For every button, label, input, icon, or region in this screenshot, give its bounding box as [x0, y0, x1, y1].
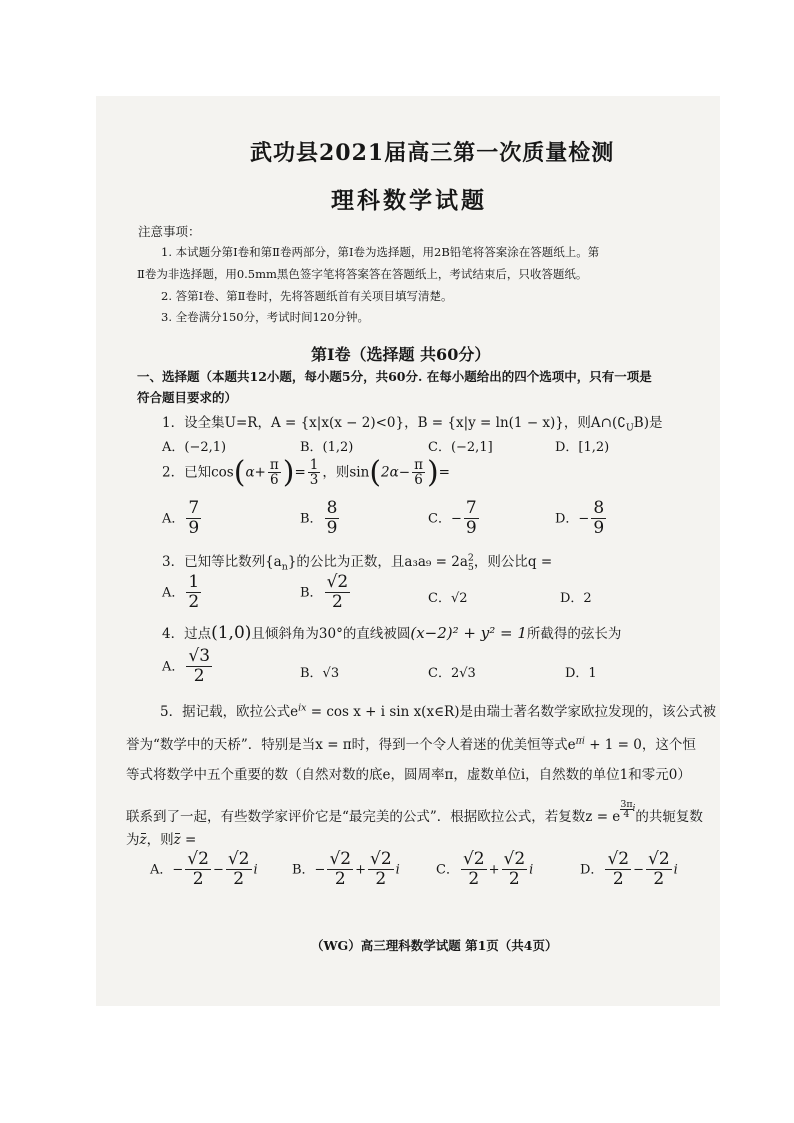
note-2: 2. 答第Ⅰ卷、第Ⅱ卷时，先将答题纸首有关项目填写清楚。	[161, 289, 453, 303]
note-1b: Ⅱ卷为非选择题，用0.5mm黑色签字笔将答案答在答题纸上，考试结束后，只收答题纸。	[137, 267, 588, 281]
exam-title: 武功县2021届高三第一次质量检测	[250, 140, 615, 166]
q1-option-a: A．(−2,1)	[162, 440, 227, 455]
part-one-heading: 第Ⅰ卷（选择题 共60分）	[311, 345, 491, 364]
question-4-stem: 4．过点(1,0)且倾斜角为30°的直线被圆(x−2)² + y² = 1所截得的弦长为	[162, 623, 622, 643]
q2-option-d: D．− $\frac{8}{9}$	[555, 498, 605, 538]
q5-option-a: A．− $\frac{√2}{2}$ − $\frac{√2}{2}$ i	[150, 849, 258, 889]
exam-subtitle: 理科数学试题	[331, 187, 487, 214]
q3-option-a: A． $\frac{1}{2}$	[162, 572, 200, 612]
question-5-line-3: 等式将数学中五个重要的数（自然对数的底e，圆周率π，虚数单位i，自然数的单位1和零元0）	[126, 767, 691, 783]
notes-heading: 注意事项：	[138, 224, 201, 239]
question-5-line-1: 5．据记载，欧拉公式$e^{ix} = \cos x + i$ sin x(x∈R)是由瑞士著名数学家欧拉发现的，该公式被	[160, 702, 716, 720]
q1-option-b: B．(1,2)	[300, 440, 354, 455]
q1-option-c: C．(−2,1]	[428, 440, 493, 455]
q3-option-b: B． $\frac{√2}{2}$	[300, 572, 349, 612]
question-5-line-2: 誉为“数学中的天桥”．特别是当x = π时，得到一个令人着迷的优美恒等式$e^{\pi i} + 1 = 0$，这个恒	[126, 735, 696, 753]
q2-option-a: A． $\frac{7}{9}$	[162, 498, 200, 538]
q4-option-d: D．1	[565, 666, 597, 681]
q4-option-b: B．√3	[300, 666, 340, 681]
note-1a: 1. 本试题分第Ⅰ卷和第Ⅱ卷两部分，第Ⅰ卷为选择题，用2B铅笔将答案涂在答题纸上。第	[161, 245, 600, 259]
q5-option-b: B．− $\frac{√2}{2}$ + $\frac{√2}{2}$ i	[292, 849, 400, 889]
note-3: 3. 全卷满分150分，考试时间120分钟。	[161, 310, 370, 324]
question-2-stem: 2．已知cos(α+ $\frac{\pi}{6}$ )= $\frac{1}{3}$ ，则sin(2α− $\frac{\pi}{6}$ )=	[162, 455, 450, 490]
question-5-line-4: 联系到了一起，有些数学家评价它是“最完美的公式”．根据欧拉公式，若复数z = e $\frac{3\pi}{4}$ $^i$的共轭复数	[126, 799, 703, 825]
question-3-stem: 3．已知等比数列$\{a_n\}$的公比为正数，且$a_3a_9 = 2a^2_5$，则公比q =	[162, 552, 553, 573]
q3-option-d: D．2	[560, 591, 592, 606]
question-1-stem: 1．设全集U=R，A = {x|x(x − 2)<0}，B = {x|y = ln(1 − x)}，则$A\cap(∁_UB)$是	[162, 415, 663, 434]
q3-option-c: C．√2	[428, 591, 468, 606]
page-footer: （WG）高三理科数学试题 第1页（共4页）	[311, 938, 558, 953]
q2-option-c: C．− $\frac{7}{9}$	[428, 498, 477, 538]
q4-option-c: C．2√3	[428, 666, 476, 681]
q5-option-d: D． $\frac{√2}{2}$ − $\frac{√2}{2}$ i	[580, 849, 678, 889]
section-heading-1: 一、选择题（本题共12小题，每小题5分，共60分. 在每小题给出的四个选项中，只有一项是	[137, 369, 652, 384]
section-heading-2: 符合题目要求的）	[137, 390, 238, 405]
q5-option-c: C． $\frac{√2}{2}$ + $\frac{√2}{2}$ i	[436, 849, 534, 889]
q4-option-a: A． $\frac{√3}{2}$	[162, 646, 211, 686]
q1-option-d: D．[1,2)	[555, 440, 610, 455]
question-5-line-5: 为z，则z =	[126, 832, 197, 848]
q2-option-b: B． $\frac{8}{9}$	[300, 498, 338, 538]
